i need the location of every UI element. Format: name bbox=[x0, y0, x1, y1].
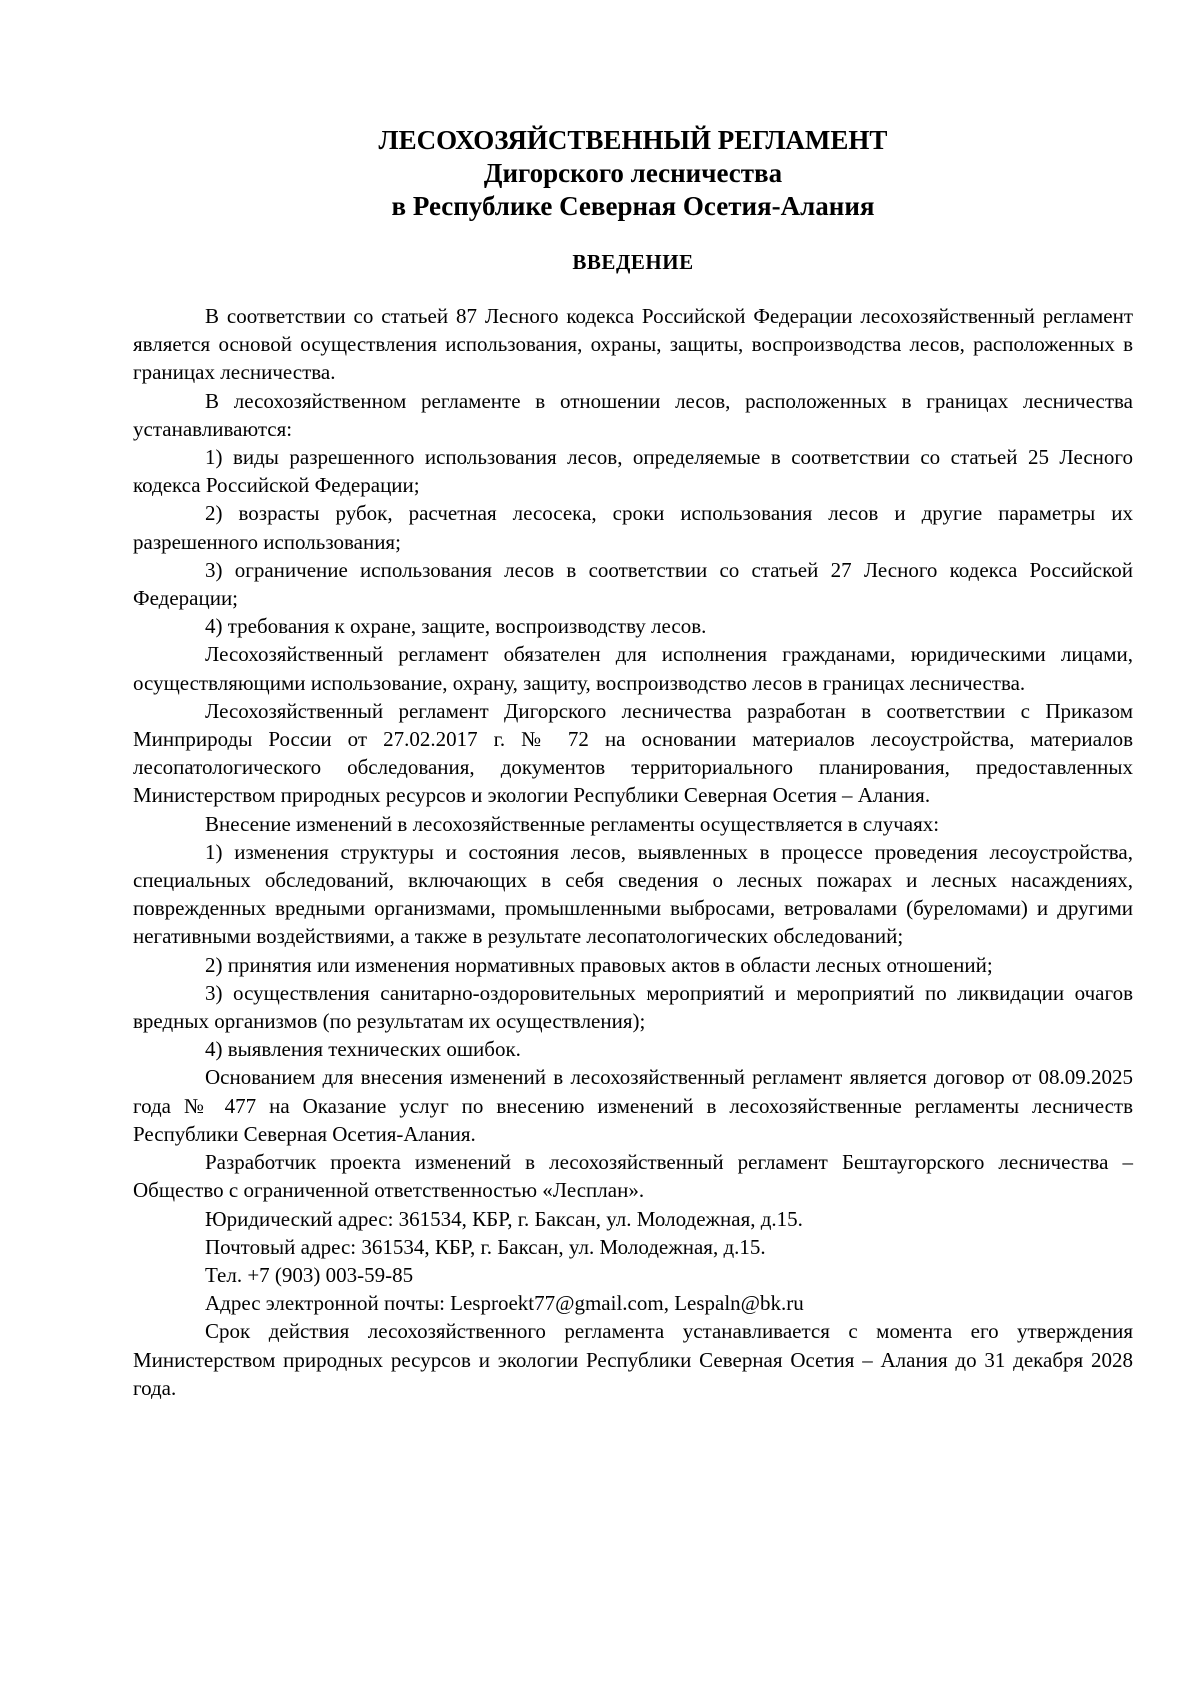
title-line-2: Дигорского лесничества bbox=[483, 158, 783, 188]
list-item: 4) выявления технических ошибок. bbox=[205, 1037, 521, 1062]
legal-address: Юридический адрес: 361534, КБР, г. Баксан, ул. Молодежная, д.15. bbox=[205, 1206, 803, 1231]
paragraph: Срок действия лесохозяйственного регламента устанавливается с момента его утверждения Министерством природных ресурсов и экологии Республики Северная Осетия – Алания до 31 декабря 2028 года. bbox=[133, 1319, 1133, 1400]
paragraph: Основанием для внесения изменений в лесохозяйственный регламент является договор от 08.09.2025 года № 477 на Оказание услуг по внесению изменений в лесохозяйственные регламенты лесничеств Республики Северная Осетия-Алания. bbox=[133, 1065, 1133, 1146]
list-item: 3) осуществления санитарно-оздоровительных мероприятий и мероприятий по ликвидации очагов вредных организмов (по результатам их осуществления); bbox=[133, 980, 1133, 1034]
list-item: 4) требования к охране, защите, воспроизводству лесов. bbox=[205, 614, 707, 639]
list-item: 1) виды разрешенного использования лесов, определяемые в соответствии со статьей 25 Лесного кодекса Российской Федерации; bbox=[133, 445, 1133, 498]
paragraph: В соответствии со статьей 87 Лесного кодекса Российской Федерации лесохозяйственный регламент является основой осуществления использования, охраны, защиты, воспроизводства лесов, расположенных в границах лесничества. bbox=[133, 304, 1133, 385]
section-heading-introduction: ВВЕДЕНИЕ bbox=[572, 250, 694, 274]
paragraph: В лесохозяйственном регламенте в отношении лесов, расположенных в границах лесничества устанавливаются: bbox=[133, 388, 1133, 441]
email-address: Адрес электронной почты: Lesproekt77@gmail.com, Lespaln@bk.ru bbox=[205, 1291, 804, 1316]
paragraph: Лесохозяйственный регламент обязателен для исполнения гражданами, юридическими лицами, осуществляющими использование, охрану, защиту, воспроизводство лесов в границах лесничества. bbox=[133, 642, 1133, 695]
list-item: 2) возрасты рубок, расчетная лесосека, сроки использования лесов и другие параметры их разрешенного использования; bbox=[133, 501, 1133, 554]
paragraph: Лесохозяйственный регламент Дигорского лесничества разработан в соответствии с Приказом Минприроды России от 27.02.2017 г. № 72 на основании материалов лесоустройства, материалов лесопатологического обследования, документов территориального планирования, предоставленных Министерством природных ресурсов и экологии Республики Северная Осетия – Алания. bbox=[133, 698, 1133, 808]
paragraph: Внесение изменений в лесохозяйственные регламенты осуществляется в случаях: bbox=[205, 811, 940, 836]
title-line-1: ЛЕСОХОЗЯЙСТВЕННЫЙ РЕГЛАМЕНТ bbox=[378, 125, 888, 155]
document-page bbox=[133, 124, 1133, 1402]
postal-address: Почтовый адрес: 361534, КБР, г. Баксан, ул. Молодежная, д.15. bbox=[205, 1234, 766, 1259]
document-body bbox=[133, 302, 1133, 1402]
document-title bbox=[133, 124, 1133, 223]
title-line-3: в Республике Северная Осетия-Алания bbox=[391, 191, 875, 221]
paragraph: Разработчик проекта изменений в лесохозяйственный регламент Бештаугорского лесничества – Общество с ограниченной ответственностью «Лесплан». bbox=[133, 1150, 1133, 1203]
list-item: 2) принятия или изменения нормативных правовых актов в области лесных отношений; bbox=[205, 952, 993, 977]
phone-number: Тел. +7 (903) 003-59-85 bbox=[205, 1262, 414, 1287]
list-item: 3) ограничение использования лесов в соответствии со статьей 27 Лесного кодекса Российской Федерации; bbox=[133, 557, 1133, 611]
list-item: 1) изменения структуры и состояния лесов, выявленных в процессе проведения лесоустройства, специальных обследований, включающих в себя сведения о лесных пожарах и лесных насаждениях, поврежденных вредными организмами, промышленными выбросами, ветровалами (буреломами) и другими негативными воздействиями, а также в результате лесопатологических обследований; bbox=[133, 839, 1133, 949]
